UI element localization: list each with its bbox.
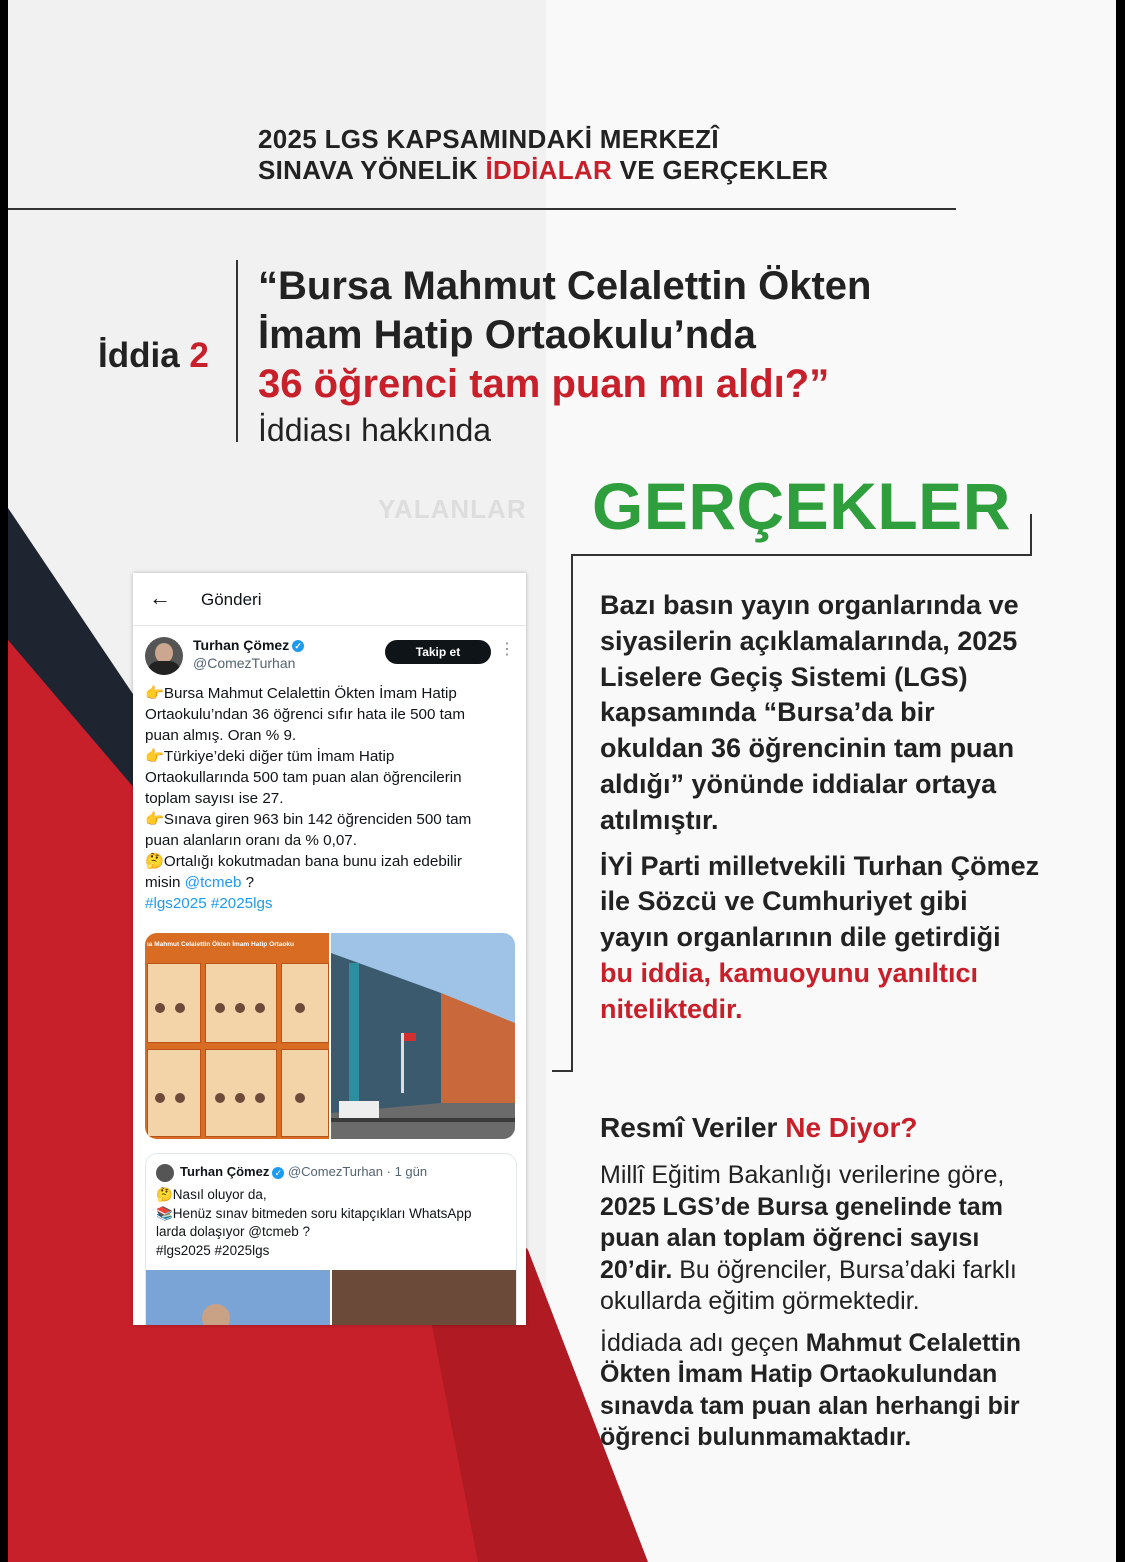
- student-photo: [235, 1003, 245, 1013]
- claim-title: [258, 262, 871, 409]
- tweet-line: 🤔Ortalığı kokutmadan bana bunu izah edebilir: [145, 853, 462, 870]
- student-photo: [295, 1093, 305, 1103]
- tweet-media[interactable]: [145, 933, 515, 1139]
- official-p2-bold: Mahmut Celalettin Ökten İmam Hatip Ortaokulundan sınavda tam puan alan herhangi bir öğrenci bulunmamaktadır.: [600, 1328, 1022, 1451]
- tweet-last-line-a: misin: [145, 874, 185, 891]
- header-highlight: İDDİALAR: [485, 155, 613, 185]
- header-line-1: 2025 LGS KAPSAMINDAKİ MERKEZÎ: [258, 124, 719, 154]
- tv-presenter-illustration: [146, 1270, 330, 1325]
- page-header: [258, 124, 828, 186]
- quoted-avatar[interactable]: [156, 1164, 174, 1182]
- student-photo: [215, 1003, 225, 1013]
- verified-badge-icon: ✓: [272, 1167, 284, 1179]
- page: [8, 0, 1116, 1562]
- tweet-line: Ortaokulu’ndan 36 öğrenci sıfır hata ile 500 tam: [145, 706, 465, 723]
- follow-button[interactable]: Takip et: [385, 640, 491, 664]
- tweet-line: 👉Sınava giren 963 bin 142 öğrenciden 500 tam: [145, 811, 472, 828]
- tweet-last-line-b: ?: [241, 874, 255, 891]
- tweet-author-handle[interactable]: @ComezTurhan: [193, 655, 296, 671]
- avatar[interactable]: [145, 637, 183, 675]
- official-p1-a: Millî Eğitim Bakanlığı verilerine göre,: [600, 1161, 1005, 1189]
- facts-p2-a: İYİ Parti milletvekili Turhan Çömez ile Sözcü ve Cumhuriyet gibi yayın organlarının dile getirdiği: [600, 850, 1040, 953]
- student-photo: [175, 1003, 185, 1013]
- quoted-handle-time: @ComezTurhan · 1 gün: [284, 1164, 428, 1179]
- claim-line-3: 36 öğrenci tam puan mı aldı?”: [258, 362, 830, 406]
- bracket-line: [571, 554, 1031, 556]
- facts-p1-a: Bazı basın yayın organlarında ve siyasilerin açıklamalarında, 2025 Liselere Geçiş Sistemi (LGS) kapsamında “: [600, 590, 1019, 728]
- facts-p2-highlight: bu iddia, kamuoyunu yanıltıcı niteliktedir.: [600, 957, 979, 1024]
- official-title-b: Ne Diyor?: [785, 1112, 918, 1143]
- student-photo: [295, 1003, 305, 1013]
- tweet-hashtags[interactable]: #lgs2025 #2025lgs: [145, 895, 273, 912]
- author-name-text: Turhan Çömez: [193, 637, 290, 653]
- student-photo: [255, 1093, 265, 1103]
- bracket-line: [1030, 514, 1032, 556]
- official-data-title: [600, 1112, 917, 1144]
- claim-subtitle: İddiası hakkında: [258, 412, 492, 448]
- school-building-illustration: [331, 933, 515, 1139]
- header-line-2-a: SINAVA YÖNELİK: [258, 155, 486, 185]
- tweet-line: puan almış. Oran % 9.: [145, 727, 297, 744]
- tweet-line: 👉Bursa Mahmut Celalettin Ökten İmam Hatip: [145, 685, 457, 702]
- claim-label-text: İddia: [98, 336, 190, 375]
- tweet-text: [145, 683, 517, 914]
- quoted-author-name[interactable]: Turhan Çömez: [180, 1164, 270, 1179]
- quoted-line: larda dolaşıyor @tcmeb ?: [156, 1224, 311, 1239]
- claim-number: 2: [189, 336, 209, 375]
- facts-p1-b: Bursa’da bir okuldan 36 öğrencinin tam puan aldığı: [600, 697, 1015, 799]
- claim-line-1: “Bursa Mahmut Celalettin Ökten: [258, 264, 872, 308]
- tweet-line: 👉Türkiye’deki diğer tüm İmam Hatip: [145, 748, 395, 765]
- official-paragraph-2: [600, 1328, 1040, 1454]
- facts-paragraph-1: [600, 588, 1040, 839]
- facts-paragraph-2: [600, 849, 1040, 1028]
- media-school-photo[interactable]: [331, 933, 515, 1139]
- tweet-line: toplam sayısı ise 27.: [145, 790, 284, 807]
- collage-tile: [147, 963, 201, 1043]
- tweet-topbar: [133, 573, 526, 626]
- student-photo: [215, 1093, 225, 1103]
- official-paragraph-1: [600, 1160, 1040, 1318]
- header-line-2-c: VE GERÇEKLER: [612, 155, 829, 185]
- bracket-line: [552, 1070, 572, 1072]
- more-options-icon[interactable]: ⋮: [499, 641, 515, 658]
- official-title-a: Resmî Veriler: [600, 1112, 786, 1143]
- media-image-collage[interactable]: [145, 933, 329, 1139]
- tweet-author-name[interactable]: [193, 637, 304, 653]
- tweet-page-title: Gönderi: [201, 590, 262, 609]
- bracket-line: [571, 554, 573, 1072]
- student-photo: [255, 1003, 265, 1013]
- header-line-2: [258, 155, 828, 186]
- official-p2-a: İddiada adı geçen: [600, 1328, 806, 1357]
- quoted-tweet-text: [156, 1186, 471, 1260]
- claim-label: [98, 336, 209, 376]
- quoted-tweet[interactable]: [145, 1153, 517, 1325]
- verified-badge-icon: ✓: [292, 640, 304, 652]
- student-photo: [235, 1093, 245, 1103]
- tweet-mention-link[interactable]: @tcmeb: [184, 874, 242, 891]
- facts-title: GERÇEKLER: [592, 469, 1011, 543]
- quoted-line: 🤔Nasıl oluyor da,: [156, 1187, 267, 1202]
- collage-tile: [147, 1049, 201, 1137]
- official-p1-bold: 2025 LGS’de Bursa genelinde tam puan alan toplam öğrenci sayısı 20’dir.: [600, 1192, 1003, 1284]
- student-photo: [155, 1093, 165, 1103]
- tweet-line: [145, 872, 517, 893]
- back-arrow-icon[interactable]: ←: [149, 585, 171, 610]
- media-collage-title: ıa Mahmut Celalettin Ökten İmam Hatip Ortaoku: [147, 941, 294, 948]
- facts-p1-c: ” yönünde iddialar ortaya atılmıştır.: [600, 768, 997, 835]
- avatar-face: [155, 643, 173, 663]
- tweet-line: puan alanların oranı da % 0,07.: [145, 832, 357, 849]
- quoted-line: 📚Henüz sınav bitmeden soru kitapçıkları WhatsApp: [156, 1205, 472, 1221]
- claim-line-2: İmam Hatip Ortaokulu’nda: [258, 313, 756, 357]
- claim-divider: [236, 260, 238, 442]
- header-divider: [8, 208, 956, 210]
- quoted-media-image[interactable]: [146, 1270, 330, 1325]
- quoted-line: #lgs2025 #2025lgs: [156, 1242, 270, 1258]
- quoted-tweet-header: [180, 1164, 427, 1179]
- tweet-screenshot: [133, 573, 526, 1325]
- collage-tile: [281, 1049, 329, 1137]
- quoted-media-image[interactable]: [332, 1270, 516, 1325]
- collage-tile: [281, 963, 329, 1043]
- facts-body: [600, 588, 1040, 1038]
- background-word: YALANLAR: [378, 494, 527, 524]
- official-data-body: [600, 1160, 1040, 1464]
- student-photo: [155, 1003, 165, 1013]
- official-p1-c: Bu öğrenciler, Bursa’daki farklı okullarda eğitim görmektedir.: [600, 1255, 1017, 1315]
- tweet-line: Ortaokullarında 500 tam puan alan öğrencilerin: [145, 769, 462, 786]
- avatar-body: [147, 661, 181, 675]
- student-photo: [175, 1093, 185, 1103]
